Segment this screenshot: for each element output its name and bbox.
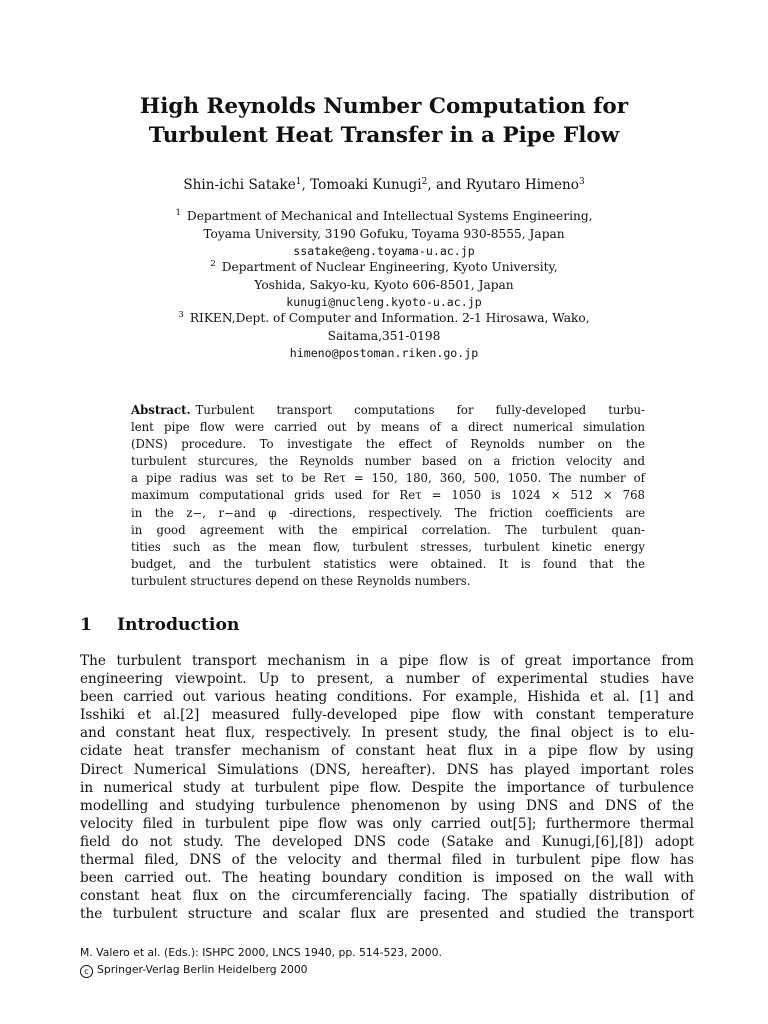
author-name: Ryutaro Himeno — [465, 177, 579, 193]
affiliation-mark: 1 — [175, 208, 181, 218]
affiliation-1 — [80, 208, 688, 261]
affiliation-2 — [80, 259, 688, 312]
affiliation-email: himeno@postoman.riken.go.jp — [289, 346, 479, 360]
author-name: Shin-ichi Satake — [183, 177, 296, 193]
title-line: Turbulent Heat Transfer in a Pipe Flow — [148, 123, 620, 148]
section-heading — [80, 614, 239, 636]
affiliation-line: Yoshida, Sakyo-ku, Kyoto 606-8501, Japan — [254, 277, 514, 292]
title-line: High Reynolds Number Computation for — [139, 94, 629, 119]
abstract-line: maximum computational grids used for Reτ = 1050 is 1024 × 512 × 768 — [131, 488, 645, 503]
body-line: The turbulent transport mechanism in a pipe flow is of great importance from — [80, 653, 694, 669]
affiliation-mark: 3 — [178, 310, 184, 320]
abstract-text: Turbulent transport computations for fully-developed turbu- — [195, 403, 645, 417]
body-line: the turbulent structure and scalar flux are presented and studied the transport — [80, 906, 694, 923]
abstract-line: a pipe radius was set to be Reτ = 150, 180, 360, 500, 1050. The number of — [131, 471, 645, 486]
body-line: cidate heat transfer mechanism of constant heat flux in a pipe flow by using — [80, 743, 694, 760]
abstract-line: lent pipe flow were carried out by means of a direct numerical simulation — [131, 420, 645, 435]
affiliation-email: ssatake@eng.toyama-u.ac.jp — [293, 244, 475, 258]
section-number: 1 — [80, 615, 92, 635]
footer-copyright — [80, 961, 688, 978]
affiliation-text: RIKEN,Dept. of Computer and Information. 2-1 Hirosawa, Wako, — [189, 311, 590, 325]
affiliation-text: Department of Nuclear Engineering, Kyoto University, — [221, 260, 558, 274]
affiliation-text: Department of Mechanical and Intellectual Systems Engineering, — [186, 209, 593, 223]
abstract-line: turbulent structures depend on these Reynolds numbers. — [131, 573, 471, 588]
body-line: modelling and studying turbulence phenomenon by using DNS and DNS of the — [80, 797, 694, 814]
affiliation-line: Toyama University, 3190 Gofuku, Toyama 930-8555, Japan — [203, 226, 565, 241]
author-mark: 2 — [421, 177, 428, 187]
abstract-line: budget, and the turbulent statistics were obtained. It is found that the — [131, 556, 645, 571]
affiliation-line — [80, 259, 688, 277]
body-line: and constant heat flux, respectively. In present study, the final object is to elu- — [80, 725, 694, 742]
author-separator: , — [301, 177, 311, 193]
body-line: in numerical study at turbulent pipe flow. Despite the importance of turbulence — [80, 779, 694, 796]
affiliation-mark: 2 — [210, 259, 216, 269]
body-line: been carried out. The heating boundary condition is imposed on the wall with — [80, 870, 694, 887]
footer-citation: M. Valero et al. (Eds.): ISHPC 2000, LNCS 1940, pp. 514-523, 2000. — [80, 946, 442, 959]
body-line: been carried out various heating conditions. For example, Hishida et al. [1] and — [80, 689, 694, 706]
body-line: engineering viewpoint. Up to present, a number of experimental studies have — [80, 671, 694, 688]
copyright-text: Springer-Verlag Berlin Heidelberg 2000 — [97, 963, 308, 976]
affiliation-line — [80, 208, 688, 226]
affiliation-3 — [80, 310, 688, 363]
body-line: velocity filed in turbulent pipe flow was only carried out[5]; furthermore thermal — [80, 815, 694, 832]
abstract-line — [131, 402, 645, 419]
body-line: thermal filed, DNS of the velocity and thermal filed in turbulent pipe flow has — [80, 852, 694, 869]
section-title: Introduction — [117, 615, 240, 635]
body-line: Isshiki et al.[2] measured fully-developed pipe flow with constant temperature — [80, 707, 694, 724]
body-line: Direct Numerical Simulations (DNS, hereafter). DNS has played important roles — [80, 761, 694, 778]
abstract-line: (DNS) procedure. To investigate the effect of Reynolds number on the — [131, 437, 645, 452]
abstract-line: in good agreement with the empirical correlation. The turbulent quan- — [131, 522, 645, 537]
introduction-body — [80, 652, 694, 923]
affiliation-email: kunugi@nucleng.kyoto-u.ac.jp — [286, 295, 482, 309]
affiliation-line — [80, 310, 688, 328]
author-name: Tomoaki Kunugi — [310, 177, 422, 193]
abstract-line: tities such as the mean flow, turbulent stresses, turbulent kinetic energy — [131, 539, 645, 554]
abstract-line: in the z−, r−and φ -directions, respectively. The friction coefficients are — [131, 505, 645, 520]
abstract-line: turbulent sturcures, the Reynolds number based on a friction velocity and — [131, 454, 645, 469]
affiliation-line: Saitama,351-0198 — [327, 328, 441, 343]
author-separator: , and — [427, 177, 466, 193]
body-line: constant heat flux on the circumferencially facing. The spatially distribution of — [80, 888, 694, 905]
body-line: field do not study. The developed DNS code (Satake and Kunugi,[6],[8]) adopt — [80, 833, 694, 850]
paper-title — [80, 92, 688, 150]
page-footer — [80, 944, 688, 978]
author-mark: 3 — [578, 177, 585, 187]
abstract — [131, 402, 645, 590]
author-list — [80, 176, 688, 194]
copyright-icon: c — [80, 965, 93, 978]
author-mark: 1 — [295, 177, 302, 187]
abstract-label: Abstract. — [131, 403, 191, 417]
